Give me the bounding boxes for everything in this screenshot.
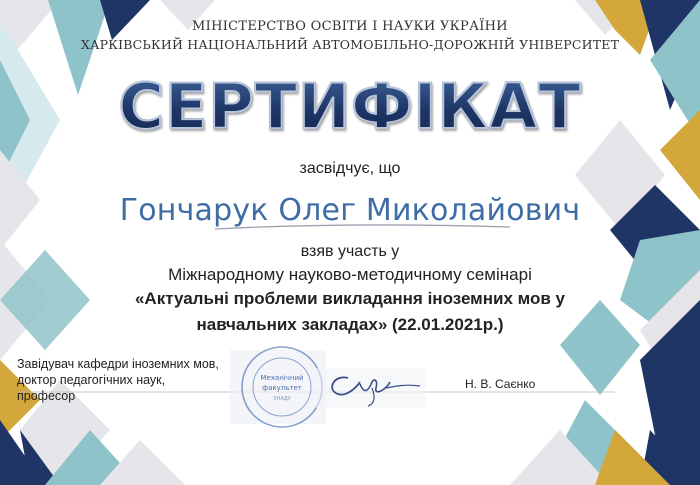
- event-topic-line-1: «Актуальні проблеми викладання іноземних мов у: [134, 289, 566, 308]
- svg-text:факультет: факультет: [262, 384, 302, 392]
- handwritten-signature: [316, 368, 426, 408]
- signer-position-line-1: Завідувач кафедри іноземних мов,: [17, 357, 219, 371]
- participation-text: взяв участь у: [300, 243, 400, 260]
- stamp-text: Механічний: [260, 374, 304, 382]
- svg-text:ХНАДУ: ХНАДУ: [273, 396, 291, 402]
- recipient-name: Гончарук Олег Миколайович: [119, 193, 581, 228]
- event-description: Міжнародному науково-методичному семінарі: [168, 265, 532, 284]
- certificate-title: СЕРТИФІКАТ: [0, 76, 700, 138]
- event-topic-line-2: навчальних закладах» (22.01.2021р.): [196, 315, 504, 334]
- signer-position: [17, 356, 237, 404]
- official-stamp: [230, 342, 326, 432]
- signer-position-line-2: доктор педагогічних наук,: [17, 373, 166, 387]
- signer-position-line-3: професор: [17, 389, 76, 403]
- signer-name: Н. В. Саєнко: [465, 377, 536, 391]
- certifies-text: засвідчує, що: [299, 160, 401, 177]
- university-heading: ХАРКІВСЬКИЙ НАЦІОНАЛЬНИЙ АВТОМОБІЛЬНО-ДОРОЖНІЙ УНІВЕРСИТЕТ: [80, 37, 620, 52]
- ministry-heading: МІНІСТЕРСТВО ОСВІТИ І НАУКИ УКРАЇНИ: [192, 19, 508, 34]
